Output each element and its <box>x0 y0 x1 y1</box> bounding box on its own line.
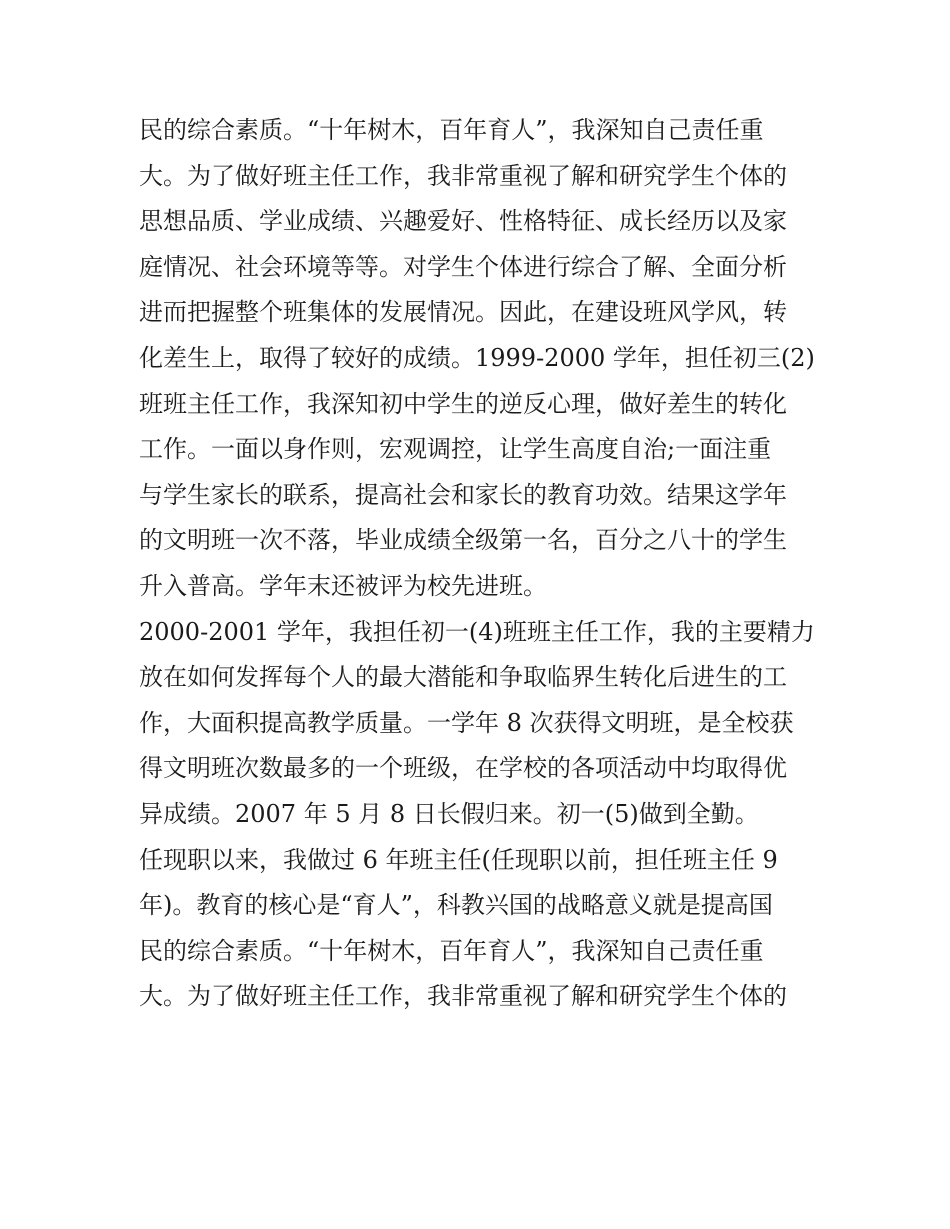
text-line: 民的综合素质。“十年树木，百年育人”，我深知自己责任重 <box>139 936 764 965</box>
text-line: 大。为了做好班主任工作，我非常重视了解和研究学生个体的 <box>139 161 787 190</box>
text-line: 2000-2001 学年，我担任初一(4)班班主任工作，我的主要精力 <box>139 617 815 646</box>
text-line: 化差生上，取得了较好的成绩。1999-2000 学年，担任初三(2) <box>139 343 815 372</box>
text-line: 进而把握整个班集体的发展情况。因此，在建设班风学风，转 <box>139 298 787 327</box>
text-line: 思想品质、学业成绩、兴趣爱好、性格特征、成长经历以及家 <box>139 207 787 236</box>
text-line: 庭情况、社会环境等等。对学生个体进行综合了解、全面分析 <box>139 252 787 281</box>
text-line: 民的综合素质。“十年树木，百年育人”，我深知自己责任重 <box>139 116 764 144</box>
text-line: 年)。教育的核心是“育人”，科教兴国的战略意义就是提高国 <box>139 891 773 920</box>
text-line: 大。为了做好班主任工作，我非常重视了解和研究学生个体的 <box>139 982 787 1011</box>
text-line: 班班主任工作，我深知初中学生的逆反心理，做好差生的转化 <box>139 389 787 418</box>
text-line: 的文明班一次不落，毕业成绩全级第一名，百分之八十的学生 <box>139 526 787 555</box>
text-line: 放在如何发挥每个人的最大潜能和争取临界生转化后进生的工 <box>139 663 787 692</box>
body-text <box>139 108 829 1020</box>
text-line: 异成绩。2007 年 5 月 8 日长假归来。初一(5)做到全勤。 <box>139 799 759 828</box>
text-line: 升入普高。学年末还被评为校先进班。 <box>139 571 547 600</box>
text-line: 与学生家长的联系，提高社会和家长的教育功效。结果这学年 <box>139 480 787 509</box>
text-line: 工作。一面以身作则，宏观调控，让学生高度自治;一面注重 <box>139 435 772 464</box>
text-line: 任现职以来，我做过 6 年班主任(任现职以前，担任班主任 9 <box>139 845 778 874</box>
text-line: 作，大面积提高教学质量。一学年 8 次获得文明班，是全校获 <box>139 708 794 737</box>
text-line: 得文明班次数最多的一个班级，在学校的各项活动中均取得优 <box>139 754 787 783</box>
